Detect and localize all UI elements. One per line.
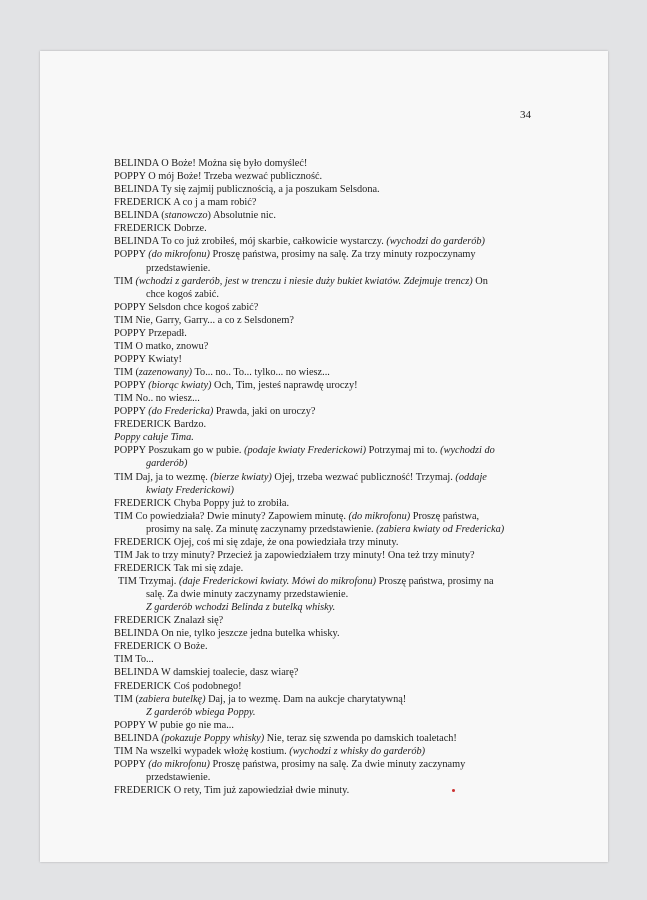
dialogue-text: FREDERICK Znalazł się? <box>114 615 224 627</box>
script-line <box>114 771 554 784</box>
dialogue-text: FREDERICK Bardzo. <box>114 419 207 431</box>
script-line <box>114 392 554 405</box>
script-line <box>114 301 554 314</box>
script-line <box>114 183 554 196</box>
stage-direction: (do Fredericka) <box>148 406 214 418</box>
script-line <box>114 327 554 340</box>
script-line <box>114 497 554 510</box>
script-line <box>114 484 554 497</box>
script-line <box>114 340 554 353</box>
stage-direction: (do mikrofonu) <box>348 510 411 522</box>
dialogue-text: POPPY Przepadł. <box>114 327 187 339</box>
dialogue-text: FREDERICK O Boże. <box>114 641 208 653</box>
script-line <box>114 262 554 275</box>
dialogue-text: POPPY O mój Boże! Trzeba wezwać publiczność. <box>114 171 323 183</box>
script-line <box>114 275 554 288</box>
script-line <box>114 719 554 732</box>
stage-direction: (zabiera kwiaty od Fredericka) <box>376 523 505 535</box>
stage-direction: (podaje kwiaty Frederickowi) <box>244 445 367 457</box>
dialogue-text: TIM ( <box>114 693 139 705</box>
dialogue-text: FREDERICK Chyba Poppy już to zrobiła. <box>114 497 290 509</box>
dialogue-text: Proszę państwa, <box>410 510 480 522</box>
script-line <box>114 745 554 758</box>
script-line <box>114 170 554 183</box>
script-line <box>114 248 554 261</box>
script-line <box>114 758 554 771</box>
dialogue-text: Potrzymaj mi to. <box>366 445 441 457</box>
dialogue-text: POPPY <box>114 380 149 392</box>
dialogue-text: TIM ( <box>114 367 139 378</box>
script-line <box>114 653 554 666</box>
script-line <box>114 196 554 209</box>
script-line <box>114 288 554 301</box>
script-line <box>114 627 554 640</box>
stage-direction: (do mikrofonu) <box>148 249 210 261</box>
dialogue-text: Ojej, trzeba wezwać publiczność! Trzymaj. <box>271 471 456 483</box>
script-line <box>114 784 554 797</box>
dialogue-text: FREDERICK Tak mi się zdaje. <box>114 562 244 574</box>
stage-direction: garderób) <box>146 458 188 470</box>
dialogue-text: BELINDA <box>114 732 162 744</box>
script-line <box>114 235 554 248</box>
script-line <box>114 209 554 222</box>
script-line <box>114 666 554 679</box>
stage-direction: (wychodzi do garderób) <box>386 236 485 248</box>
dialogue-text: POPPY <box>114 758 149 770</box>
stage-direction: (daje Frederickowi kwiaty. Mówi do mikrofonu) <box>178 576 377 587</box>
stage-direction: zabiera butelkę) <box>138 693 206 705</box>
dialogue-text: salę. Za dwie minuty zaczynamy przedstawienie. <box>146 589 349 601</box>
dialogue-text: przedstawienie. <box>146 771 211 783</box>
dialogue-text: FREDERICK O rety, Tim już zapowiedział dwie minuty. <box>114 785 350 796</box>
script-line <box>114 471 554 484</box>
stage-direction: (bierze kwiaty) <box>210 471 272 483</box>
script-line <box>114 314 554 327</box>
script-line <box>114 536 554 549</box>
stage-direction: (pokazuje Poppy whisky) <box>161 732 265 744</box>
dialogue-text: Nie, teraz się szwenda po damskich toaletach! <box>264 732 457 744</box>
script-line <box>114 222 554 235</box>
stage-direction: (wychodzi z whisky do garderób) <box>289 745 426 757</box>
stage-direction: kwiaty Frederickowi) <box>146 484 234 496</box>
dialogue-text: TIM Jak to trzy minuty? Przecież ja zapowiedziałem trzy minuty! Ona też trzy minuty? <box>114 549 475 561</box>
dialogue-text: FREDERICK A co j a mam robić? <box>114 197 257 209</box>
script-line <box>114 366 554 379</box>
script-line <box>114 418 554 431</box>
stage-direction: Z garderób wchodzi Belinda z butelką whisky. <box>146 602 336 614</box>
dialogue-text: TIM Na wszelki wypadek włożę kostium. <box>114 745 290 757</box>
script-line <box>114 353 554 366</box>
stage-direction: (biorąc kwiaty) <box>148 380 212 392</box>
stage-direction: zazenowany) <box>138 367 193 378</box>
dialogue-text: BELINDA On nie, tylko jeszcze jedna butelka whisky. <box>114 628 340 640</box>
dialogue-text: BELINDA ( <box>114 210 165 222</box>
dialogue-text: To... no.. To... tylko... no wiesz... <box>192 367 330 378</box>
dialogue-text: ) Absolutnie nic. <box>207 210 276 222</box>
dialogue-text: BELINDA To co już zrobiłeś, mój skarbie, całkowicie wystarczy. <box>114 236 387 248</box>
script-line <box>114 379 554 392</box>
stage-direction: (oddaje <box>455 471 487 483</box>
dialogue-text: Proszę państwa, prosimy na <box>376 576 494 587</box>
script-line <box>114 457 554 470</box>
dialogue-text: TIM Trzymaj. <box>118 576 179 587</box>
script-line <box>114 588 554 601</box>
dialogue-text: FREDERICK Dobrze. <box>114 223 207 235</box>
script-line <box>114 732 554 745</box>
stage-direction: Z garderób wbiega Poppy. <box>146 706 256 718</box>
stage-direction: stanowczo <box>164 210 208 222</box>
dialogue-text: Daj, ja to wezmę. Dam na aukcje charytatywną! <box>205 693 407 705</box>
script-line <box>114 431 554 444</box>
dialogue-text: prosimy na salę. Za minutę zaczynamy przedstawienie. <box>146 523 377 535</box>
dialogue-text: POPPY Selsdon chce kogoś zabić? <box>114 301 259 313</box>
script-line <box>114 562 554 575</box>
dialogue-text: TIM Nie, Garry, Garry... a co z Selsdonem? <box>114 314 294 326</box>
dialogue-text: FREDERICK Coś podobnego! <box>114 680 242 692</box>
dialogue-text: BELINDA Ty się zajmij publicznością, a ja poszukam Selsdona. <box>114 184 380 196</box>
dialogue-text: FREDERICK Ojej, coś mi się zdaje, że ona powiedziała trzy minuty. <box>114 536 399 548</box>
dialogue-text: POPPY <box>114 406 149 418</box>
script-line <box>114 444 554 457</box>
script-line <box>114 640 554 653</box>
dialogue-text: Och, Tim, jesteś naprawdę uroczy! <box>211 380 358 392</box>
script-line <box>114 706 554 719</box>
dialogue-text: On <box>472 275 488 287</box>
script-line <box>114 157 554 170</box>
dialogue-text: POPPY <box>114 249 149 261</box>
dialogue-text: POPPY Kwiaty! <box>114 353 182 365</box>
page-number: 34 <box>520 109 531 121</box>
dialogue-text: TIM Daj, ja to wezmę. <box>114 471 211 483</box>
script-line <box>114 601 554 614</box>
dialogue-text: chce kogoś zabić. <box>146 288 219 300</box>
dialogue-text: POPPY Poszukam go w pubie. <box>114 445 245 457</box>
script-text <box>114 157 554 797</box>
script-line <box>114 614 554 627</box>
script-line <box>114 510 554 523</box>
dialogue-text: BELINDA O Boże! Można się było domyśleć! <box>114 158 308 169</box>
stage-direction: Poppy całuje Tima. <box>114 432 194 444</box>
script-line <box>114 575 554 588</box>
dialogue-text: TIM O matko, znowu? <box>114 340 209 352</box>
script-line <box>114 680 554 693</box>
dialogue-text: Prawda, jaki on uroczy? <box>213 406 316 418</box>
dialogue-text: BELINDA W damskiej toalecie, dasz wiarę? <box>114 667 299 679</box>
script-line <box>114 549 554 562</box>
dialogue-text: przedstawienie. <box>146 262 211 274</box>
dialogue-text: TIM No.. no wiesz... <box>114 393 200 405</box>
script-line <box>114 693 554 706</box>
script-line <box>114 405 554 418</box>
dialogue-text: Proszę państwa, prosimy na salę. Za dwie minuty zaczynamy <box>209 758 466 770</box>
dialogue-text: TIM <box>114 275 136 287</box>
stage-direction: (wychodzi do <box>440 445 495 457</box>
dialogue-text: TIM Co powiedziała? Dwie minuty? Zapowiem minutę. <box>114 510 349 522</box>
stage-direction: (do mikrofonu) <box>148 758 210 770</box>
dialogue-text: Proszę państwa, prosimy na salę. Za trzy minuty rozpoczynamy <box>209 249 476 261</box>
dialogue-text: POPPY W pubie go nie ma... <box>114 719 234 731</box>
red-ink-mark <box>452 789 455 792</box>
script-line <box>114 523 554 536</box>
stage-direction: (wchodzi z garderób, jest w trenczu i niesie duży bukiet kwiatów. Zdejmuje trencz) <box>135 275 473 287</box>
dialogue-text: TIM To... <box>114 654 154 666</box>
